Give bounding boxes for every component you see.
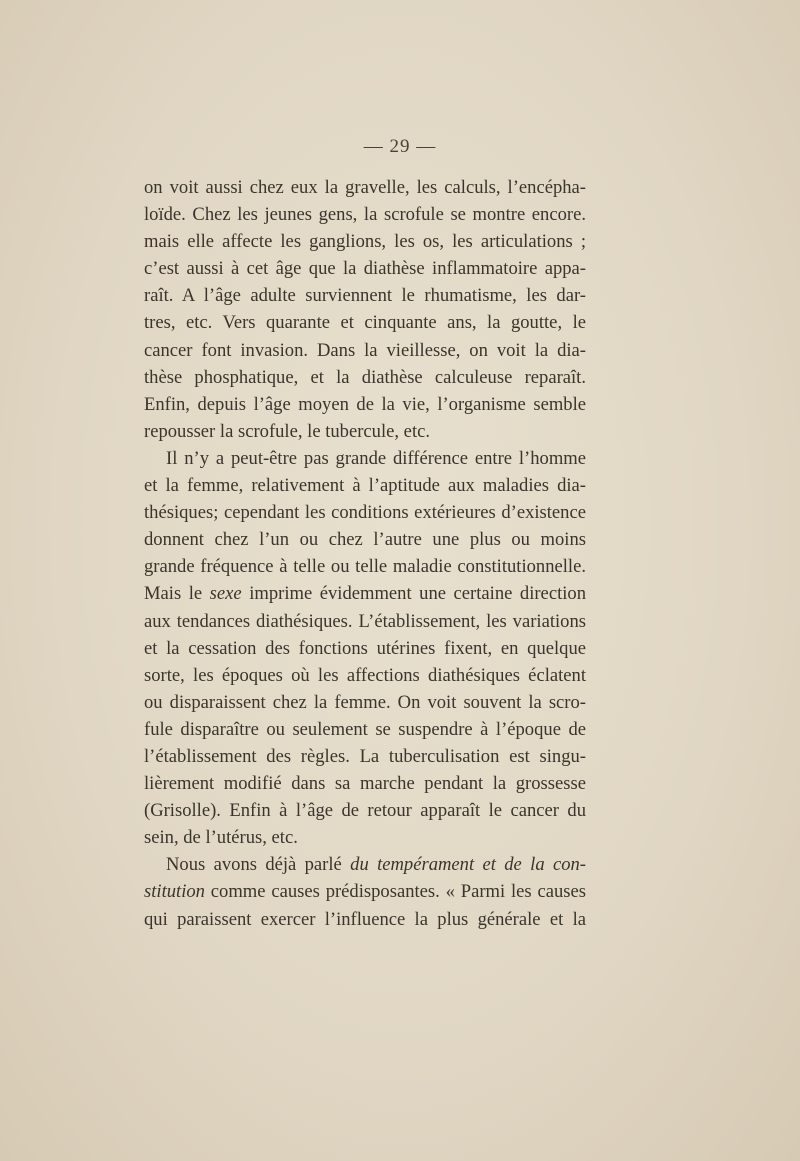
text-line: aux tendances diathésiques. L’établissement, les variations <box>144 610 586 632</box>
text-segment: Mais le <box>144 583 210 605</box>
text-line: l’établissement des règles. La tuberculisation est singu- <box>144 745 586 767</box>
italic-segment: sexe <box>209 583 242 605</box>
text-line: grande fréquence à telle ou telle maladie constitutionnelle. <box>144 556 586 578</box>
text-line: tres, etc. Vers quarante et cinquante ans, la goutte, le <box>144 312 586 334</box>
text-line <box>144 580 586 607</box>
text-line: sorte, les époques où les affections diathésiques éclatent <box>144 664 586 686</box>
italic-segment: stitution <box>144 881 205 903</box>
text-line <box>144 851 586 878</box>
text-line: et la cessation des fonctions utérines fixent, en quelque <box>144 637 586 659</box>
text-line: on voit aussi chez eux la gravelle, les calculs, l’encépha- <box>144 177 586 198</box>
text-line: repousser la scrofule, le tubercule, etc. <box>144 420 431 442</box>
text-line: (Grisolle). Enfin à l’âge de retour apparaît le cancer du <box>144 800 586 822</box>
text-line: raît. A l’âge adulte surviennent le rhumatisme, les dar- <box>144 285 586 307</box>
text-line: thésiques; cependant les conditions extérieures d’existence <box>144 502 586 524</box>
text-segment: imprime évidemment une certaine direction <box>241 583 586 605</box>
italic-segment: du tempérament et de la con- <box>350 854 586 876</box>
text-line: Enfin, depuis l’âge moyen de la vie, l’organisme semble <box>144 393 586 415</box>
page-number: — 29 — <box>363 136 437 157</box>
text-line: fule disparaître ou seulement se suspendre à l’époque de <box>144 718 586 740</box>
text-segment: Nous avons déjà parlé <box>166 854 351 876</box>
text-line: c’est aussi à cet âge que la diathèse inflammatoire appa- <box>144 258 586 280</box>
text-line: donnent chez l’un ou chez l’autre une plus ou moins <box>144 529 586 551</box>
text-line: qui paraissent exercer l’influence la plus générale et la <box>144 908 586 930</box>
text-line: mais elle affecte les ganglions, les os, les articulations ; <box>144 231 586 253</box>
text-line: thèse phosphatique, et la diathèse calculeuse reparaît. <box>144 366 586 388</box>
text-line: ou disparaissent chez la femme. On voit souvent la scro- <box>144 691 586 713</box>
text-line: et la femme, relativement à l’aptitude aux maladies dia- <box>144 475 586 497</box>
text-segment: comme causes prédisposantes. « Parmi les causes <box>204 881 586 903</box>
text-line: sein, de l’utérus, etc. <box>144 827 298 849</box>
text-line: Il n’y a peut-être pas grande différence entre l’homme <box>166 447 586 469</box>
body-text <box>144 174 586 933</box>
text-line: cancer font invasion. Dans la vieillesse, on voit la dia- <box>144 339 586 361</box>
text-line <box>144 878 586 905</box>
text-line: lièrement modifié dans sa marche pendant la grossesse <box>144 773 586 795</box>
text-line: loïde. Chez les jeunes gens, la scrofule se montre encore. <box>144 204 586 226</box>
